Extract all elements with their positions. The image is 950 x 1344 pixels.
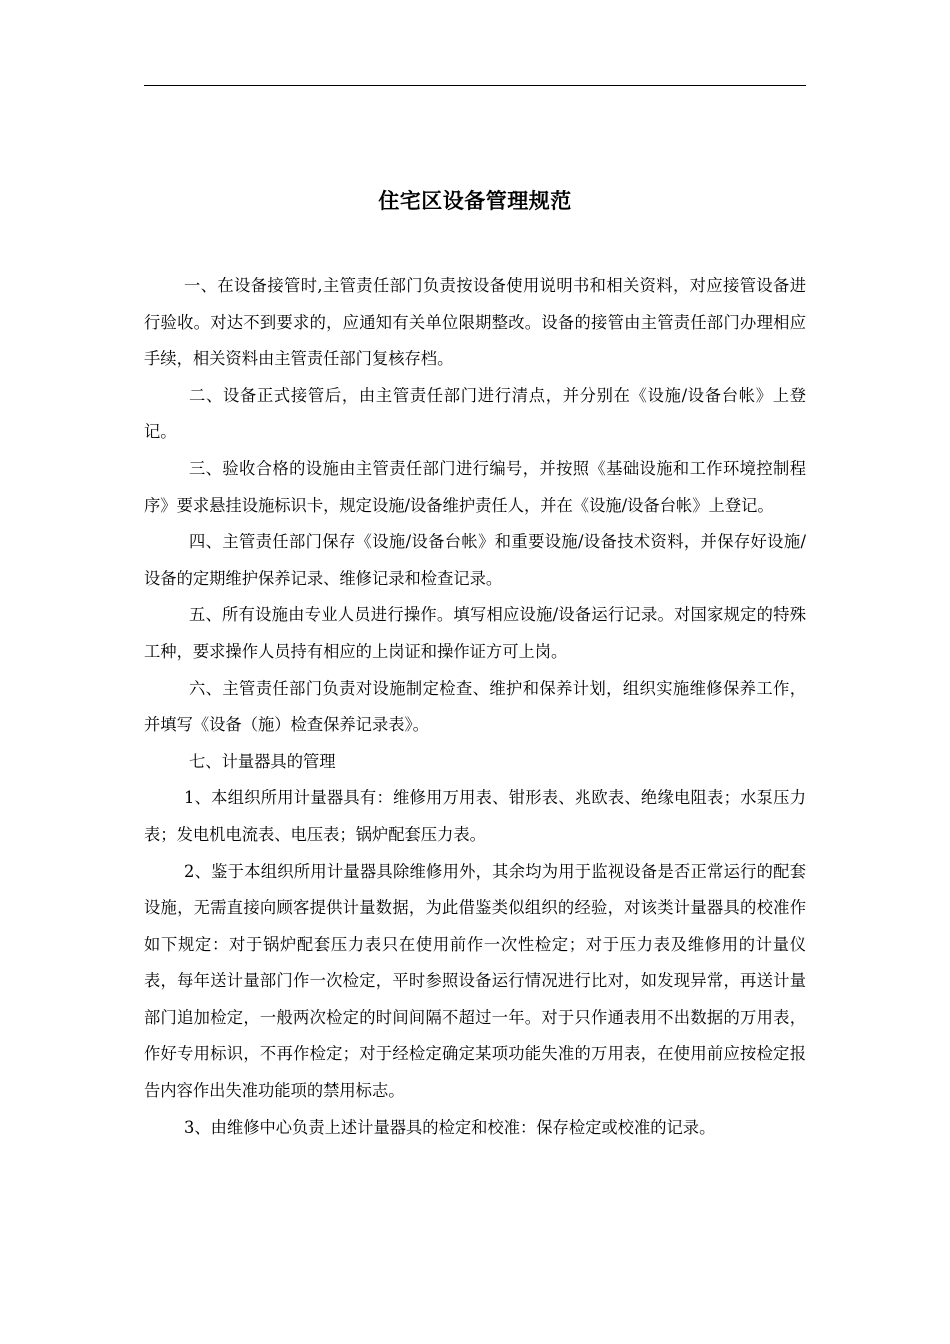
document-body — [144, 268, 806, 1146]
paragraph-9: 2、鉴于本组织所用计量器具除维修用外，其余均为用于监视设备是否正常运行的配套设施，无需直接向顾客提供计量数据，为此借鉴类似组织的经验，对该类计量器具的校准作如下规定：对于锅炉配套压力表只在使用前作一次性检定；对于压力表及维修用的计量仪表，每年送计量部门作一次检定，平时参照设备运行情况进行比对，如发现异常，再送计量部门追加检定，一般两次检定的时间间隔不超过一年。对于只作通表用不出数据的万用表，作好专用标识，不再作检定；对于经检定确定某项功能失准的万用表，在使用前应按检定报告内容作出失准功能项的禁用标志。 — [144, 861, 806, 1101]
paragraph-4: 四、主管责任部门保存《设施/设备台帐》和重要设施/设备技术资料，并保存好设施/设备的定期维护保养记录、维修记录和检查记录。 — [144, 532, 806, 588]
paragraph-7: 七、计量器具的管理 — [189, 751, 336, 771]
paragraph-3: 三、验收合格的设施由主管责任部门进行编号，并按照《基础设施和工作环境控制程序》要求悬挂设施标识卡，规定设施/设备维护责任人，并在《设施/设备台帐》上登记。 — [144, 458, 806, 515]
paragraph-6: 六、主管责任部门负责对设施制定检查、维护和保养计划，组织实施维修保养工作，并填写《设备（施）检查保养记录表》。 — [144, 678, 806, 735]
paragraph-8: 1、本组织所用计量器具有：维修用万用表、钳形表、兆欧表、绝缘电阻表；水泵压力表；发电机电流表、电压表；锅炉配套压力表。 — [144, 788, 806, 844]
header-rule — [144, 85, 806, 86]
paragraph-5: 五、所有设施由专业人员进行操作。填写相应设施/设备运行记录。对国家规定的特殊工种，要求操作人员持有相应的上岗证和操作证方可上岗。 — [144, 605, 806, 661]
paragraph-10: 3、由维修中心负责上述计量器具的检定和校准：保存检定或校准的记录。 — [184, 1117, 716, 1137]
paragraph-1: 一、在设备接管时,主管责任部门负责按设备使用说明书和相关资料，对应接管设备进行验收。对达不到要求的，应通知有关单位限期整改。设备的接管由主管责任部门办理相应手续，相关资料由主管责任部门复核存档。 — [144, 276, 806, 369]
paragraph-2: 二、设备正式接管后，由主管责任部门进行清点，并分别在《设施/设备台帐》上登记。 — [144, 385, 806, 442]
document-title: 住宅区设备管理规范 — [378, 188, 572, 213]
